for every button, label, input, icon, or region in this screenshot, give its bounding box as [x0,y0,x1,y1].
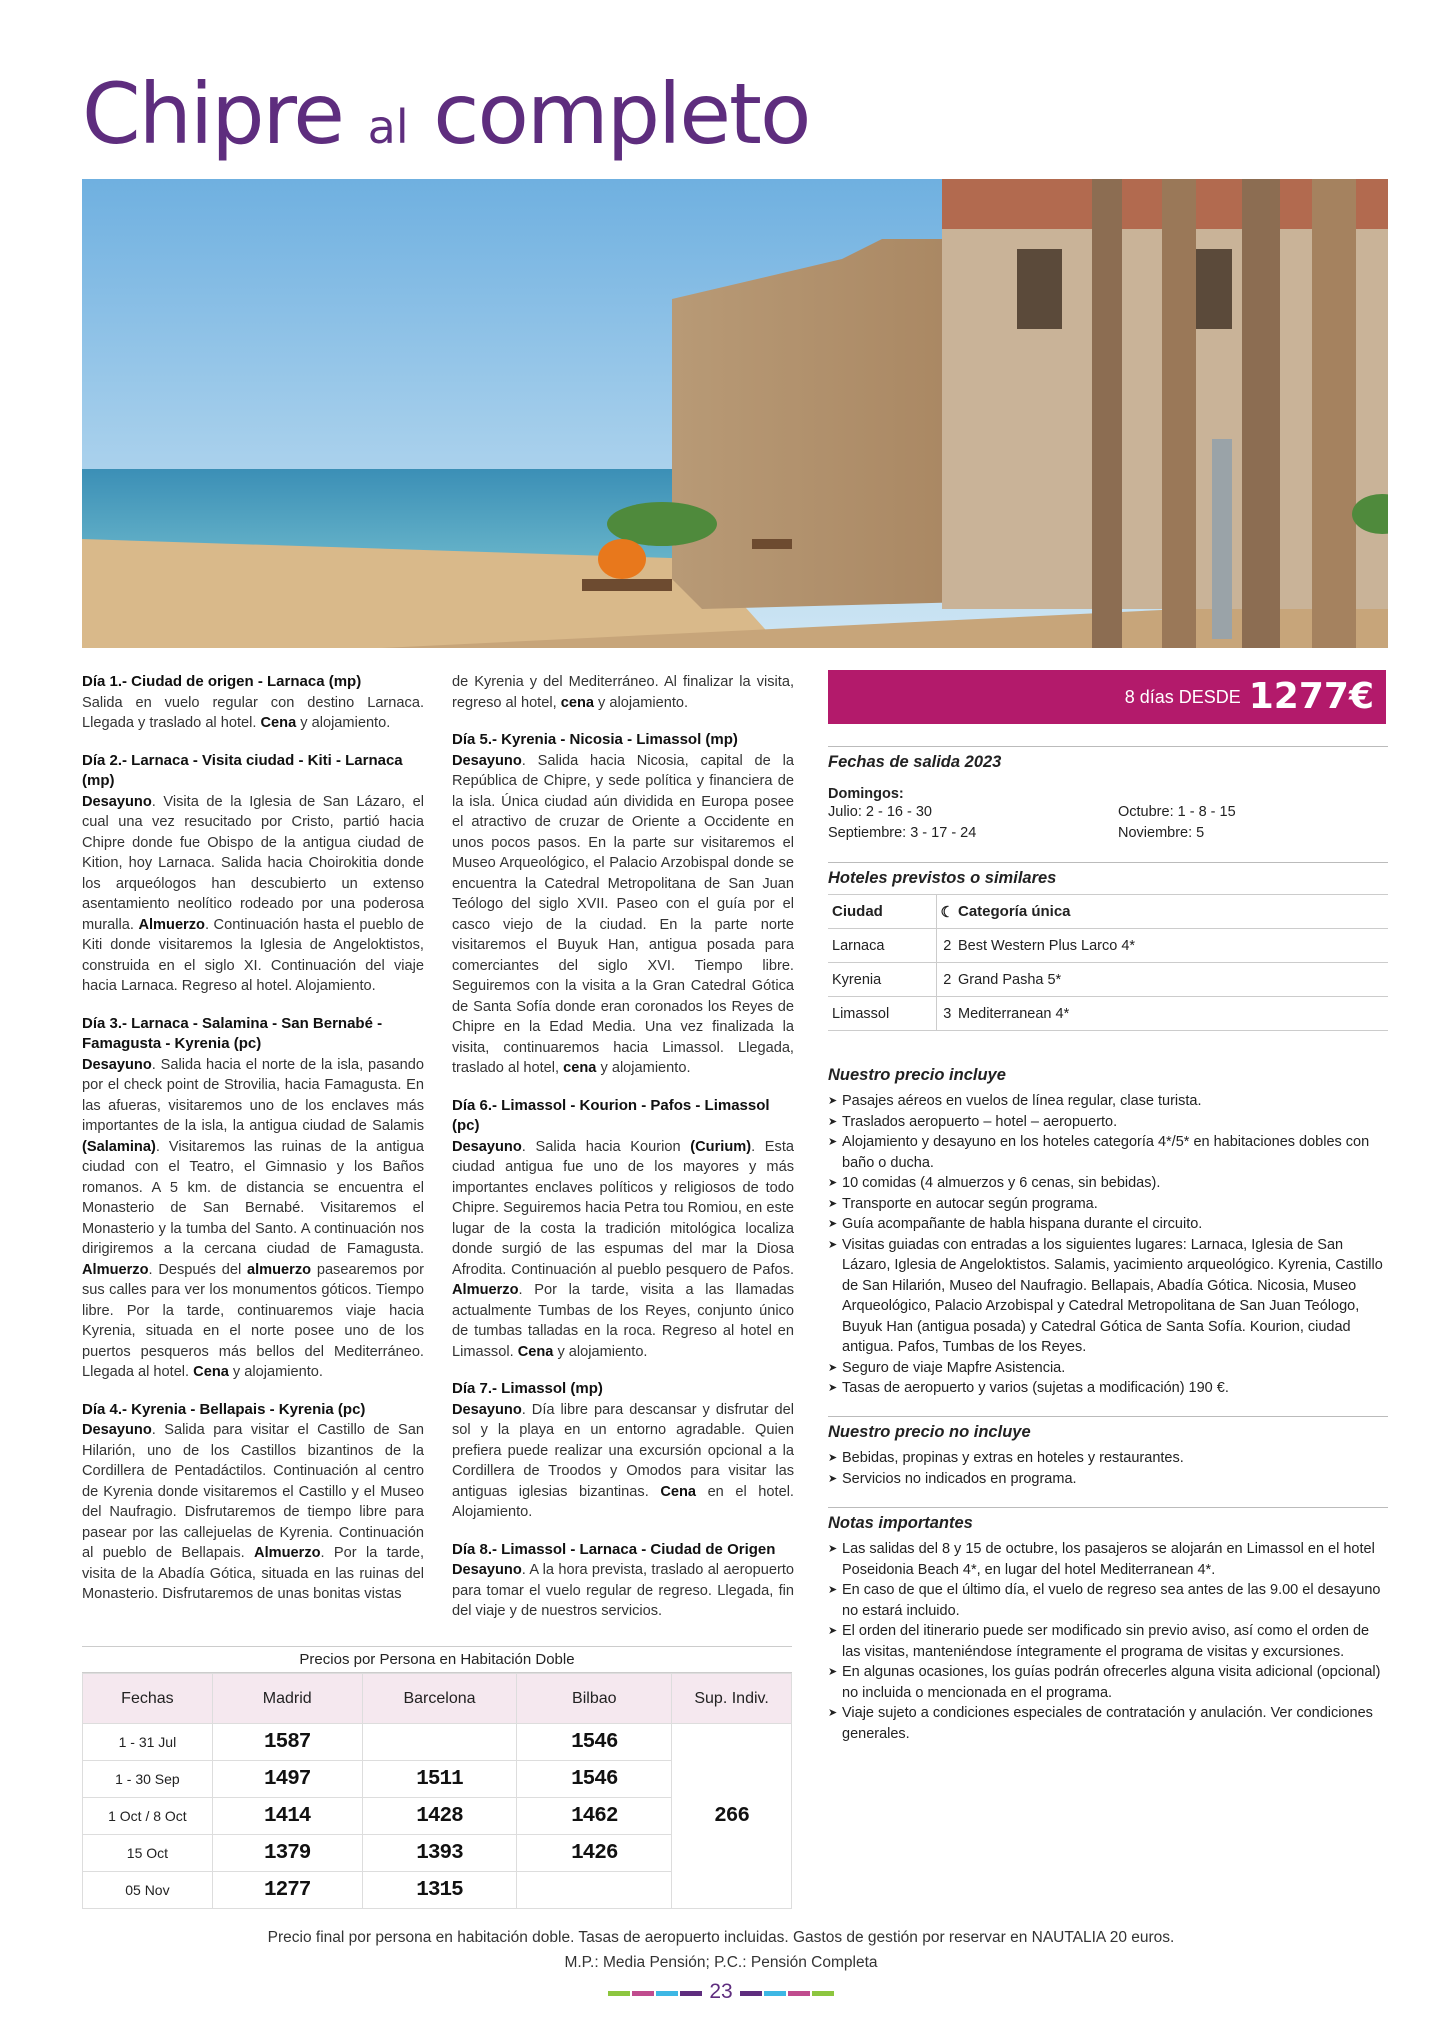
day-text: Desayuno. Día libre para descansar y disfrutar del sol y la playa en un entorno agradable. Quien prefiera puede realizar una excursión opcional a la Cordillera de Troodos y Omodos para visitar las antiguas iglesias bizantinas. Cena en el hotel. Alojamiento. [452,1401,794,1520]
itinerary-day-8 [452,1540,794,1622]
day-title: Día 5.- Kyrenia - Nicosia - Limassol (mp) [452,731,738,748]
day-text: Desayuno. Salida hacia Nicosia, capital de la República de Chipre, y sede política y financiera de la isla. Única ciudad aún dividida en Europa posee el atractivo de cruzar de Oriente a Occidente en unos pocos pasos. En la parte sur visitaremos el Museo Arqueológico, el Palacio Arzobispal donde se encuentra la Catedral Metropolitana de San Juan Teólogo del siglo XVII. Paseo con el guía por el casco viejo de la ciudad. En la parte norte visitaremos el Buyuk Han, antigua posada para comerciantes del siglo XVI. Tiempo libre. Seguiremos con la visita a la Gran Catedral Gótica de Santa Sofía donde eran coronados los Reyes de Chipre en la Edad Media. Una vez finalizada la visita, continuaremos hacia Limassol. Llegada, traslado al hotel, cena y alojamiento. [452,752,794,1076]
price-header-barcelona: Barcelona [362,1674,517,1724]
table-row: 1 - 31 Jul 1587 1546 266 [83,1724,792,1761]
section-heading: Fechas de salida 2023 [828,753,1002,771]
day-text: Desayuno. Visita de la Iglesia de San Lázaro, el cual una vez resucitado por Cristo, partió hacia Chipre donde fue Obispo de la antigua ciudad de Kition, hoy Larnaca. Salida hacia Choirokitia donde los arqueólogos han descubierto un extenso asentamiento neolítico rodeado por una poderosa muralla. Almuerzo. Continuación hasta el pueblo de Kiti donde visitaremos la Iglesia de Angeloktistos, construida en el siglo XI. Continuación del viaje hacia Larnaca. Regreso al hotel. Alojamiento. [82,793,424,994]
departure-month: Noviembre: 5 [1118,824,1205,841]
price-header-dates: Fechas [83,1674,213,1724]
day-title: Día 6.- Limassol - Kourion - Pafos - Limassol (pc) [452,1096,770,1134]
price-not-included [828,1416,1388,1489]
price-banner [828,670,1386,724]
departure-month: Julio: 2 - 16 - 30 [828,804,932,820]
day-text: Salida en vuelo regular con destino Larnaca. Llegada y traslado al hotel. Cena y alojamiento. [82,694,424,731]
page-number: 23 [0,1980,1442,2004]
price-table [82,1646,792,1909]
table-row: 05 Nov 1277 1315 [83,1872,792,1909]
list-item: ➤ Bebidas, propinas y extras en hoteles y restaurantes. [828,1448,1388,1469]
day-title: Día 2.- Larnaca - Visita ciudad - Kiti - Larnaca (mp) [82,751,403,789]
larnaca-beach-photo [82,179,1388,648]
supplement-value: 266 [672,1724,792,1909]
color-bars-right [739,1983,835,2001]
itinerary-day-6 [452,1096,794,1363]
section-heading: Nuestro precio incluye [828,1066,1006,1084]
list-item: ➤ Viaje sujeto a condiciones especiales de contratación y anulación. Ver condiciones generales. [828,1703,1388,1744]
footer-note: Precio final por persona en habitación doble. Tasas de aeropuerto incluidas. Gastos de gestión por reservar en NAUTALIA 20 euros. [267,1929,1175,1946]
itinerary-day-1 [82,672,424,734]
important-notes [828,1507,1388,1744]
day-text: Desayuno. Salida hacia Kourion (Curium). Esta ciudad antigua fue uno de los mayores y más importantes enclaves políticos y religiosos de todo Chipre. Seguiremos hacia Petra tou Romiou, en este lugar de la costa la tradición mitológica localiza donde surgió de las espumas del mar la Diosa Afrodita. Continuación al pueblo pesquero de Pafos. Almuerzo. Por la tarde, visita a las llamadas actualmente Tumbas de los Reyes, conjunto único de tumbas talladas en la roca. Regreso al hotel en Limassol. Cena y alojamiento. [452,1138,795,1360]
list-item: ➤ Traslados aeropuerto – hotel – aeropuerto. [828,1112,1388,1133]
hotels-section [828,862,1388,1031]
day-text: Desayuno. Salida hacia el norte de la isla, pasando por el check point de Strovilia, hacia Famagusta. En las afueras, visitaremos uno de los enclaves más importantes de la isla, la antigua ciudad de Salamis (Salamina). Visitaremos las ruinas de la antigua ciudad con el Teatro, el Gimnasio y los Baños romanos. A 5 km. de distancia se encuentra el Monasterio de San Bernabé. Visitaremos el Monasterio y la tumba del Santo. A continuación nos dirigiremos a la cercana ciudad de Famagusta. Almuerzo. Después del almuerzo pasearemos por sus calles para ver los monumentos góticos. Tiempo libre. Por la tarde, continuaremos viaje hacia Kyrenia, situada en el norte posee uno de los puertos pesqueros más bellos del Mediterráneo. Llegada al hotel. Cena y alojamiento. [82,1056,425,1380]
list-item: ➤ Visitas guiadas con entradas a los siguientes lugares: Larnaca, Iglesia de San Lázaro, Iglesia de Angeloktistos. Salamis, yacimiento arqueológico. Kyrenia, Castillo de San Hilarión, Museo del Naufragio. Bellapais, Abadía Gótica. Nicosia, Museo Arqueológico, Palacio Arzobispal y Catedral Metropolitana de San Juan Teólogo, Buyuk Han (antigua posada) y Catedral Gótica de Santa Sofía. Kourion, ciudad antigua. Pafos, Tumbas de los Reyes. [828,1235,1388,1358]
table-row: 1 - 30 Sep 1497 1511 1546 [83,1761,792,1798]
itinerary-day-3 [82,1014,424,1383]
day-text: Desayuno. Salida para visitar el Castillo de San Hilarión, uno de los Castillos bizantinos de la Cordillera de Pentadáctilos. Continuación al centro de Kyrenia donde visitaremos el Castillo y el Museo del Naufragio. Disfrutaremos de tiempo libre para pasear por las callejuelas de Kyrenia. Continuación al pueblo de Bellapais. Almuerzo. Por la tarde, visita de la Abadía Gótica, situada en las ruinas del Monasterio. Disfrutaremos de unas bonitas vistas [82,1422,424,1602]
day-title: Día 7.- Limassol (mp) [452,1380,603,1397]
day-title: Día 3.- Larnaca - Salamina - San Bernabé - Famagusta - Kyrenia (pc) [82,1014,383,1052]
list-item: ➤ Alojamiento y desayuno en los hoteles categoría 4*/5* en habitaciones dobles con baño o ducha. [828,1132,1388,1173]
list-item: ➤ En algunas ocasiones, los guías podrán ofrecerles alguna visita adicional (opcional) no incluida o mencionada en el programa. [828,1662,1388,1703]
list-item: ➤ Las salidas del 8 y 15 de octubre, los pasajeros se alojarán en Limassol en el hotel Poseidonia Beach 4*, en lugar del hotel Mediterranean 4*. [828,1539,1388,1580]
itinerary-column-2 [452,672,794,1639]
color-bars-left [607,1983,703,2001]
table-row: 1 Oct / 8 Oct 1414 1428 1462 [83,1798,792,1835]
page-title: Chipre al completo [82,65,810,163]
table-row: Larnaca 2 Best Western Plus Larco 4* [828,929,1388,963]
hotels-header-city: Ciudad [828,895,936,929]
list-item: ➤ Seguro de viaje Mapfre Asistencia. [828,1358,1388,1379]
table-row: 15 Oct 1379 1393 1426 [83,1835,792,1872]
itinerary-column-1 [82,672,424,1622]
price-includes [828,1060,1388,1399]
hotels-header-category: Categoría única [958,895,1388,929]
day-title: Día 8.- Limassol - Larnaca - Ciudad de Origen [452,1540,776,1558]
section-heading: Notas importantes [828,1514,973,1532]
price-header-supplement: Sup. Indiv. [672,1674,792,1724]
list-item: ➤ El orden del itinerario puede ser modificado sin previo aviso, así como el orden de las visitas, manteniéndose íntegramente el programa de visitas y excursiones. [828,1621,1388,1662]
price-header-bilbao: Bilbao [517,1674,672,1724]
price-table-caption: Precios por Persona en Habitación Doble [82,1646,792,1673]
price-value: 1277€ [1248,676,1374,717]
departure-dates [828,746,1388,843]
section-heading: Hoteles previstos o similares [828,869,1057,887]
day-text: de Kyrenia y del Mediterráneo. Al finalizar la visita, regreso al hotel, cena y alojamiento. [452,674,794,711]
day-text: Desayuno. A la hora prevista, traslado al aeropuerto para tomar el vuelo regular de regreso. Llegada, fin del viaje y de nuestros servicios. [452,1562,794,1619]
price-header-madrid: Madrid [212,1674,362,1724]
list-item: ➤ Tasas de aeropuerto y varios (sujetas a modificación) 190 €. [828,1378,1388,1399]
itinerary-day-4-cont [452,672,794,713]
day-title: Día 1.- Ciudad de origen - Larnaca (mp) [82,673,362,690]
list-item: ➤ Guía acompañante de habla hispana durante el circuito. [828,1214,1388,1235]
table-row: Kyrenia 2 Grand Pasha 5* [828,963,1388,997]
itinerary-day-2 [82,751,424,997]
section-heading: Nuestro precio no incluye [828,1423,1031,1441]
list-item: ➤ Transporte en autocar según programa. [828,1194,1388,1215]
list-item: ➤ Pasajes aéreos en vuelos de línea regular, clase turista. [828,1091,1388,1112]
departure-month: Octubre: 1 - 8 - 15 [1118,804,1236,820]
departure-weekday: Domingos: [828,786,904,802]
moon-icon: ☾ [936,895,958,929]
list-item: ➤ Servicios no indicados en programa. [828,1469,1388,1490]
footer-abbreviations: M.P.: Media Pensión; P.C.: Pensión Completa [564,1954,878,1971]
itinerary-day-7 [452,1379,794,1523]
list-item: ➤ 10 comidas (4 almuerzos y 6 cenas, sin bebidas). [828,1173,1388,1194]
list-item: ➤ En caso de que el último día, el vuelo de regreso sea antes de las 9.00 el desayuno no estará incluido. [828,1580,1388,1621]
departure-month: Septiembre: 3 - 17 - 24 [828,824,977,841]
price-from-label: 8 días DESDE [1124,686,1241,707]
itinerary-day-5 [452,730,794,1079]
itinerary-day-4 [82,1400,424,1605]
hotels-table [828,894,1388,1031]
table-row: Limassol 3 Mediterranean 4* [828,997,1388,1031]
day-title: Día 4.- Kyrenia - Bellapais - Kyrenia (pc) [82,1400,366,1418]
